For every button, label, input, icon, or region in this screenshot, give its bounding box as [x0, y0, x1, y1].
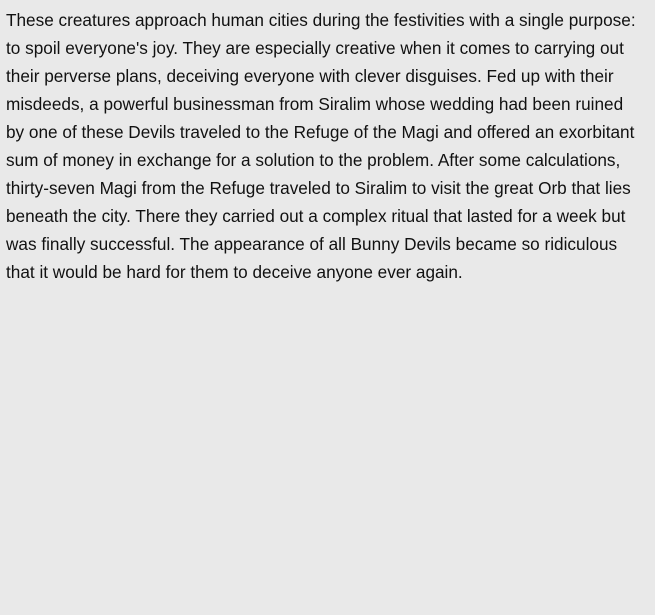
- lore-description-text: These creatures approach human cities during the festivities with a single purpose: to spoil everyone's joy. They are especially creative when it comes to carrying out their perverse plans, deceiving everyone with clever disguises. Fed up with their misdeeds, a powerful businessman from Siralim whose wedding had been ruined by one of these Devils traveled to the Refuge of the Magi and offered an exorbitant sum of money in exchange for a solution to the problem. After some calculations, thirty-seven Magi from the Refuge traveled to Siralim to visit the great Orb that lies beneath the city. There they carried out a complex ritual that lasted for a week but was finally successful. The appearance of all Bunny Devils became so ridiculous that it would be hard for them to deceive anyone ever again.: [6, 10, 636, 282]
